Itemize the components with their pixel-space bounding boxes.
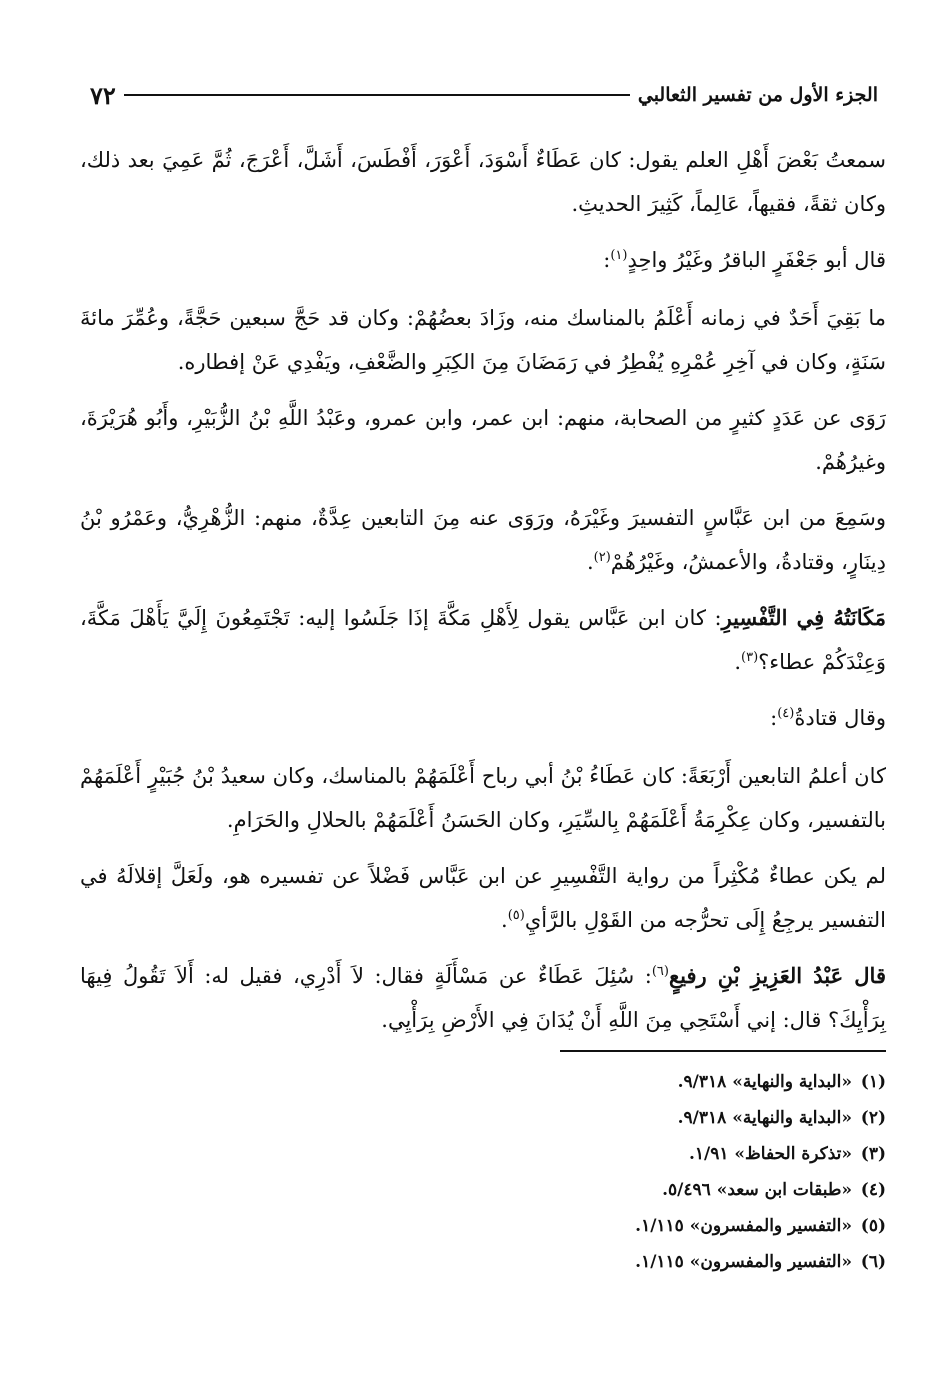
paragraph-text: قال أبو جَعْفَرٍ الباقرُ وغَيْرُ واحِدٍ: [627, 248, 886, 272]
section-lead: مَكَانَتُهُ فِي التَّفْسِيرِ: [721, 605, 886, 630]
paragraph-text: وسَمِعَ من ابن عَبَّاسٍ التفسيرَ وغَيْرَهُ، ورَوَى عنه مِنَ التابعين عِدَّةٌ، منهم: الزُّهْرِيُّ، وعَمْرُو بْنُ دِينَارٍ، وقتادةُ، والأعمشُ، وغَيْرُهُمْ: [80, 506, 886, 574]
paragraph-text: سمعتُ بَعْضَ أَهْلِ العلم يقول: كان عَطَاءٌ أَسْوَدَ، أَعْوَرَ، أَفْطَسَ، أَشَلَّ، أَعْرَجَ، ثُمَّ عَمِيَ بعد ذلك، وكان ثقةً، فقيهاً، عَالِماً، كَثِيرَ الحديثِ.: [80, 148, 886, 216]
page-header: [80, 80, 886, 110]
paragraph: [80, 696, 886, 740]
page-number: ٧٢: [90, 80, 116, 110]
paragraph-text: : كان ابن عَبَّاس يقول لِأَهْلِ مَكَّةَ إذَا جَلَسُوا إليه: تَجْتَمِعُونَ إِلَيَّ يَأَهْلَ مَكَّةَ، وَعِنْدَكُمْ عطاء؟: [80, 606, 886, 674]
footnote-ref[interactable]: (٥): [507, 908, 525, 923]
footnote-item: [80, 1100, 886, 1136]
footnote-number: (٣): [860, 1144, 886, 1164]
paragraph: [80, 954, 886, 1042]
footnote-number: (١): [860, 1072, 886, 1092]
paragraph-tail: .: [734, 650, 741, 674]
footnote-number: (٥): [860, 1216, 886, 1236]
book-page: [80, 0, 886, 1384]
paragraph: [80, 754, 886, 842]
header-rule: [124, 94, 630, 96]
paragraph: [80, 496, 886, 584]
paragraph-text: : سُئِلَ عَطَاءٌ عن مَسْأَلَةٍ فقال: لاَ أَدْرِي، فقيل له: أَلاَ تَقُولُ فِيهَا بِرَأْيِكَ؟ قال: إني أَسْتَحِي مِنَ اللَّهِ أَنْ يُدَانَ فِي الأَرْضِ بِرَأْيِي.: [80, 964, 886, 1032]
footnote-number: (٤): [860, 1180, 886, 1200]
footnote-text: «التفسير والمفسرون» ١/١١٥.: [635, 1216, 852, 1236]
footnote-text: «التفسير والمفسرون» ١/١١٥.: [635, 1252, 852, 1272]
footnote-ref[interactable]: (٤): [777, 706, 795, 721]
footnote-ref[interactable]: (٣): [741, 650, 759, 665]
paragraph: [80, 596, 886, 684]
section-lead: قال عَبْدُ العَزِيزِ بْنِ رفيعٍ: [668, 963, 886, 988]
paragraph-tail: .: [501, 908, 508, 932]
footnote-ref[interactable]: (٦): [651, 964, 669, 979]
footnote-ref[interactable]: (٢): [593, 550, 611, 565]
paragraph-text: رَوَى عن عَدَدٍ كثيرٍ من الصحابة، منهم: ابن عمر، وابن عمرو، وعَبْدُ اللَّهِ بْنُ الزُّبَيْرِ، وأَبُو هُرَيْرَةَ، وغيرُهُمْ.: [80, 406, 886, 474]
footnote-separator: [560, 1050, 886, 1052]
paragraph: [80, 138, 886, 226]
paragraph: [80, 296, 886, 384]
paragraph-tail: :: [603, 248, 611, 272]
footnote-item: [80, 1064, 886, 1100]
paragraph-tail: :: [770, 706, 778, 730]
paragraph-tail: .: [586, 550, 594, 574]
paragraph: [80, 396, 886, 484]
paragraph: [80, 238, 886, 282]
footnote-text: «البداية والنهاية» ٩/٣١٨.: [677, 1072, 852, 1092]
paragraph: [80, 854, 886, 942]
main-text: [80, 138, 886, 1054]
footnote-item: [80, 1208, 886, 1244]
footnote-item: [80, 1136, 886, 1172]
paragraph-text: ما بَقِيَ أَحَدٌ في زمانه أَعْلَمُ بالمناسك منه، وزَادَ بعضُهُمْ: وكان قد حَجَّ سبعين حَجَّةً، وعُمِّرَ مائةَ سَنَةٍ، وكان في آخِرِ عُمْرِهِ يُفْطِرُ في رَمَضَانَ مِنَ الكِبَرِ والضَّعْفِ، ويَفْدِي عَنْ إفطاره.: [80, 306, 886, 374]
footnote-item: [80, 1172, 886, 1208]
running-title: الجزء الأول من تفسير الثعالبي: [637, 84, 878, 106]
footnotes: [80, 1064, 886, 1280]
footnote-text: «البداية والنهاية» ٩/٣١٨.: [677, 1108, 852, 1128]
footnote-item: [80, 1244, 886, 1280]
footnote-number: (٦): [860, 1252, 886, 1272]
paragraph-text: كان أعلمُ التابعين أَرْبَعَةً: كان عَطَاءُ بْنُ أبي رباح أَعْلَمَهُمْ بالمناسك، وكان سعيدُ بْنُ جُبَيْرٍ أَعْلَمَهُمْ بالتفسير، وكان عِكْرِمَةُ أَعْلَمَهُمْ بِالسِّيَرِ، وكان الحَسَنُ أَعْلَمَهُمْ بالحلالِ والحَرَامِ.: [80, 764, 886, 832]
footnote-ref[interactable]: (١): [610, 248, 628, 263]
paragraph-text: لم يكن عطاءٌ مُكْثِراً من رواية التَّفْسِيرِ عن ابن عَبَّاس فَضْلاً عن تفسيره هو، ولَعَلَّ إقلالَهُ في التفسير يرجِعُ إِلَى تحرُّجه من القَوْلِ بالرَّأيِ: [80, 864, 886, 932]
paragraph-text: وقال قتادةُ: [794, 706, 886, 730]
footnote-number: (٢): [860, 1108, 886, 1128]
footnote-text: «تذكرة الحفاظ» ١/٩١.: [688, 1144, 852, 1164]
footnote-text: «طبقات ابن سعد» ٥/٤٩٦.: [662, 1180, 852, 1200]
